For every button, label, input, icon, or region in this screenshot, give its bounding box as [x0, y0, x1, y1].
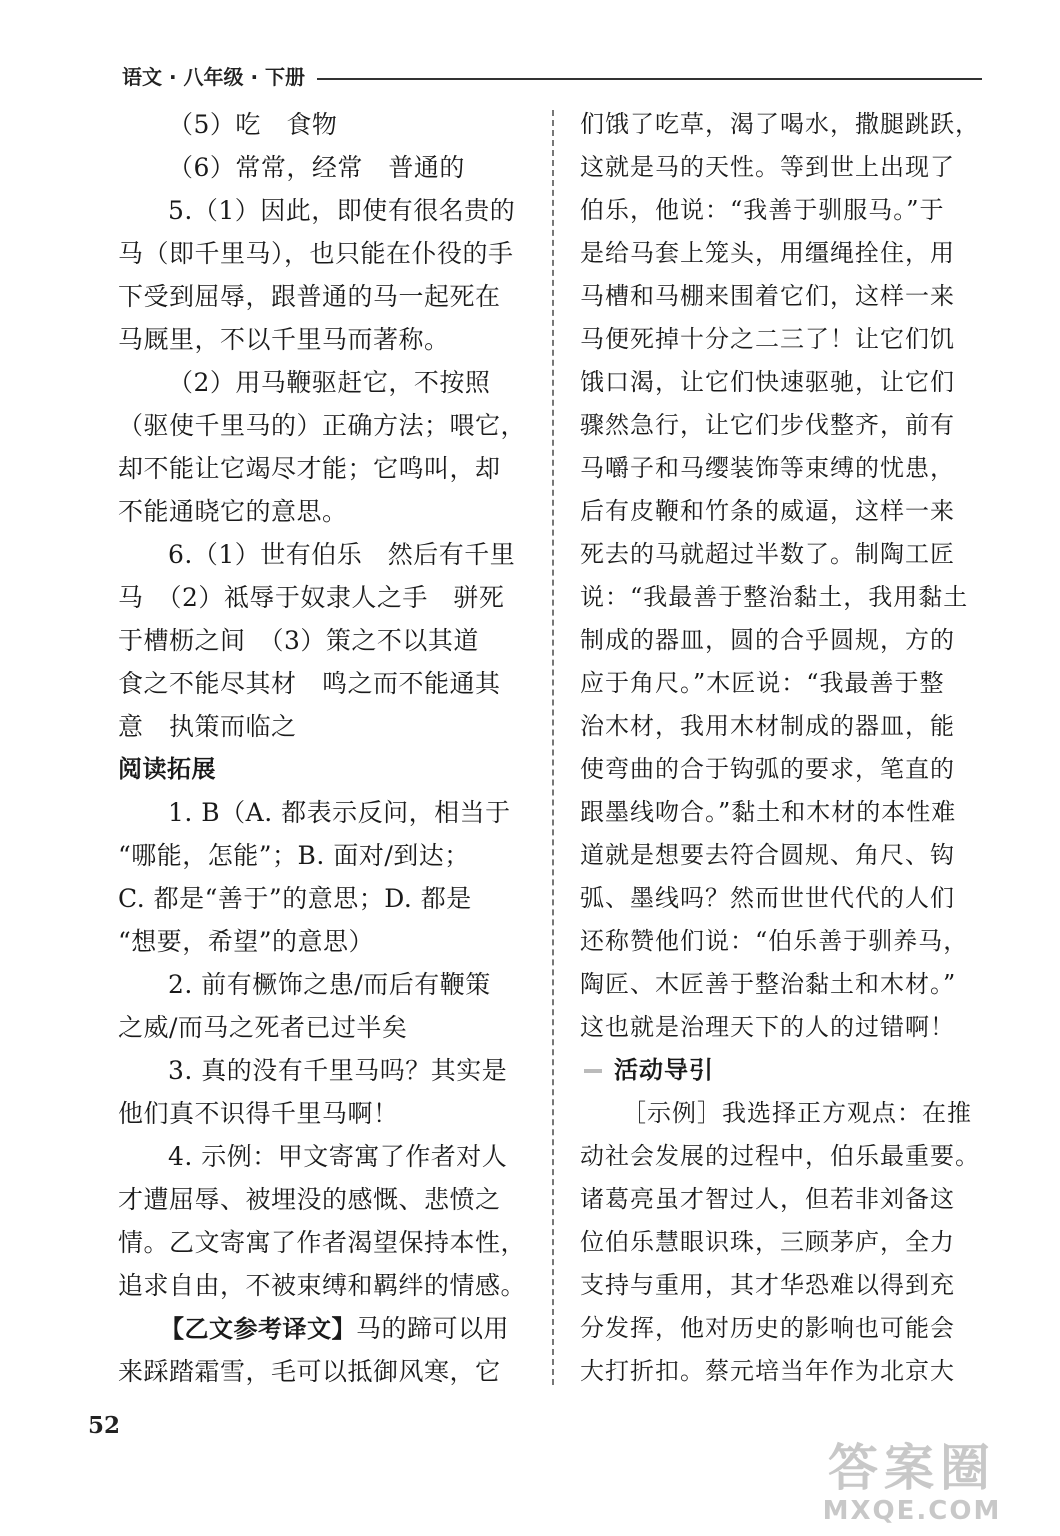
translation-line: 死去的马就超过半数了。制陶工匠 — [580, 540, 955, 568]
answer-line: 6.（1）世有伯乐 然后有千里 — [168, 540, 516, 569]
activity-line: 诸葛亮虽才智过人，但若非刘备这 — [580, 1185, 955, 1213]
answer-line: 4. 示例：甲文寄寓了作者对人 — [168, 1142, 508, 1171]
answer-line: 马厩里，不以千里马而著称。 — [118, 325, 450, 354]
answer-line: 下受到屈辱，跟普通的马一起死在 — [118, 282, 501, 311]
activity-line: ［示例］我选择正方观点：在推 — [622, 1099, 972, 1127]
right-column — [580, 103, 984, 1393]
answer-line: 马 （2）祗辱于奴隶人之手 骈死 — [118, 583, 505, 612]
answer-line: （5）吃 食物 — [168, 110, 338, 139]
translation-intro-line — [118, 1307, 530, 1350]
translation-line: 陶匠、木匠善于整治黏土和木材。” — [580, 970, 957, 998]
translation-line: 说：“我最善于整治黏土，我用黏土 — [580, 583, 969, 611]
activity-heading-text: 活动导引 — [614, 1056, 714, 1084]
translation-text: 马的蹄可以用 — [356, 1314, 510, 1343]
translation-line: 来踩踏霜雪，毛可以抵御风寒，它 — [118, 1357, 501, 1386]
heading-marker-icon — [584, 1069, 602, 1073]
section-heading-activity — [580, 1049, 984, 1092]
translation-line: 后有皮鞭和竹条的威逼，这样一来 — [580, 497, 955, 525]
answer-line: 却不能让它竭尽才能；它鸣叫，却 — [118, 454, 501, 483]
translation-line: 马便死掉十分之二三了！让它们饥 — [580, 325, 955, 353]
answer-line: 2. 前有橛饰之患/而后有鞭策 — [168, 970, 491, 999]
activity-line: 分发挥，他对历史的影响也可能会 — [580, 1314, 955, 1342]
translation-line: 这就是马的天性。等到世上出现了 — [580, 153, 955, 181]
answer-line: 才遭屈辱、被埋没的感慨、悲愤之 — [118, 1185, 501, 1214]
activity-line: 位伯乐慧眼识珠，三顾茅庐，全力 — [580, 1228, 955, 1256]
watermark-url: MXQE.COM — [822, 1496, 1002, 1526]
watermark-text: 答案圈 — [828, 1439, 996, 1497]
translation-line: 饿口渴，让它们快速驱驰，让它们 — [580, 368, 955, 396]
translation-line: 跟墨线吻合。”黏土和木材的本性难 — [580, 798, 957, 826]
answer-line: （6）常常，经常 普通的 — [168, 153, 465, 182]
answer-line: 3. 真的没有千里马吗？其实是 — [168, 1056, 508, 1085]
answer-line: 不能通晓它的意思。 — [118, 497, 348, 526]
translation-line: 们饿了吃草，渴了喝水，撒腿跳跃， — [580, 110, 980, 138]
answer-line: （2）用马鞭驱赶它，不按照 — [168, 368, 491, 397]
answer-line: 于槽枥之间 （3）策之不以其道 — [118, 626, 479, 655]
answer-line: “想要，希望”的意思） — [118, 927, 375, 956]
column-divider — [552, 110, 554, 1385]
translation-label: 【乙文参考译文】 — [160, 1315, 356, 1343]
translation-line: 应于角尺。”木匠说：“我最善于整 — [580, 669, 945, 697]
page-number: 52 — [88, 1412, 121, 1439]
translation-line: 使弯曲的合于钩弧的要求，笔直的 — [580, 755, 955, 783]
translation-line: 马嚼子和马缨装饰等束缚的忧患， — [580, 454, 955, 482]
answer-line: C. 都是“善于”的意思；D. 都是 — [118, 884, 472, 913]
book-title: 语文 · 八年级 · 下册 — [122, 62, 317, 92]
answer-line: 1. B（A. 都表示反问，相当于 — [168, 798, 511, 827]
answer-line: “哪能，怎能”；B. 面对/到达； — [118, 841, 470, 870]
answer-line: 情。乙文寄寓了作者渴望保持本性， — [118, 1228, 527, 1257]
translation-line: 伯乐，他说：“我善于驯服马。”于 — [580, 196, 945, 224]
answer-line: 食之不能尽其材 鸣之而不能通其 — [118, 669, 501, 698]
answer-line: 5.（1）因此，即使有很名贵的 — [168, 196, 516, 225]
translation-line: 制成的器皿，圆的合乎圆规，方的 — [580, 626, 955, 654]
translation-line: 道就是想要去符合圆规、角尺、钩 — [580, 841, 955, 869]
answer-line: 马（即千里马），也只能在仆役的手 — [118, 239, 514, 268]
activity-line: 大打折扣。蔡元培当年作为北京大 — [580, 1357, 955, 1385]
translation-line: 还称赞他们说：“伯乐善于驯养马， — [580, 927, 969, 955]
answer-line: 他们真不识得千里马啊！ — [118, 1099, 399, 1128]
answer-line: （驱使千里马的）正确方法；喂它， — [118, 411, 527, 440]
translation-line: 弧、墨线吗？然而世世代代的人们 — [580, 884, 955, 912]
activity-line: 支持与重用，其才华恐难以得到充 — [580, 1271, 955, 1299]
left-column — [118, 103, 530, 1393]
page-header — [122, 62, 982, 96]
watermark — [792, 1440, 1032, 1530]
translation-line: 是给马套上笼头，用缰绳拴住，用 — [580, 239, 955, 267]
answer-line: 意 执策而临之 — [118, 712, 297, 741]
activity-line: 动社会发展的过程中，伯乐最重要。 — [580, 1142, 980, 1170]
translation-line: 马槽和马棚来围着它们，这样一来 — [580, 282, 955, 310]
section-heading-reading-extension: 阅读拓展 — [118, 755, 216, 783]
translation-line: 骤然急行，让它们步伐整齐，前有 — [580, 411, 955, 439]
translation-line: 这也就是治理天下的人的过错啊！ — [580, 1013, 955, 1041]
translation-line: 治木材，我用木材制成的器皿，能 — [580, 712, 955, 740]
answer-line: 追求自由，不被束缚和羁绊的情感。 — [118, 1271, 527, 1300]
answer-line: 之威/而马之死者已过半矣 — [118, 1013, 408, 1042]
